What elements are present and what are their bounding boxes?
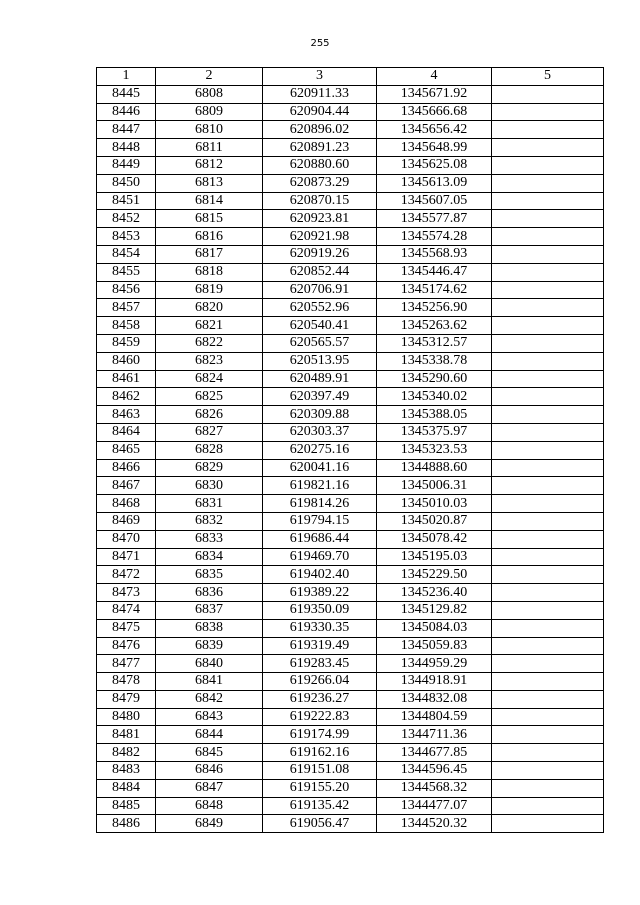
table-cell-col-1: 8452 — [97, 210, 156, 228]
table-cell-col-1: 8469 — [97, 512, 156, 530]
table-row — [97, 566, 604, 584]
column-header-5: 5 — [492, 68, 604, 86]
page-number: 255 — [310, 38, 330, 49]
table-cell-col-1: 8459 — [97, 334, 156, 352]
table-cell-col-1: 8472 — [97, 566, 156, 584]
table-cell-col-2: 6824 — [156, 370, 263, 388]
table-cell-col-2: 6817 — [156, 245, 263, 263]
table-cell-col-2: 6847 — [156, 779, 263, 797]
table-cell-col-5 — [492, 459, 604, 477]
table-cell-col-2: 6822 — [156, 334, 263, 352]
table-cell-col-1: 8471 — [97, 548, 156, 566]
table-cell-col-1: 8450 — [97, 174, 156, 192]
table-cell-col-5 — [492, 406, 604, 424]
table-cell-col-2: 6838 — [156, 619, 263, 637]
table-cell-col-3: 620513.95 — [263, 352, 377, 370]
table-cell-col-3: 620873.29 — [263, 174, 377, 192]
table-cell-col-3: 619135.42 — [263, 797, 377, 815]
table-cell-col-3: 620880.60 — [263, 156, 377, 174]
table-row — [97, 406, 604, 424]
table-cell-col-2: 6814 — [156, 192, 263, 210]
table-cell-col-4: 1345656.42 — [377, 121, 492, 139]
table-cell-col-5 — [492, 566, 604, 584]
table-cell-col-4: 1345020.87 — [377, 512, 492, 530]
table-cell-col-5 — [492, 584, 604, 602]
table-cell-col-2: 6833 — [156, 530, 263, 548]
table-cell-col-4: 1344677.85 — [377, 744, 492, 762]
table-cell-col-2: 6843 — [156, 708, 263, 726]
table-cell-col-5 — [492, 263, 604, 281]
table-cell-col-3: 619155.20 — [263, 779, 377, 797]
table-cell-col-1: 8445 — [97, 85, 156, 103]
table-row — [97, 423, 604, 441]
column-header-2: 2 — [156, 68, 263, 86]
table-cell-col-3: 619283.45 — [263, 655, 377, 673]
table-cell-col-4: 1344888.60 — [377, 459, 492, 477]
table-row — [97, 299, 604, 317]
table-row — [97, 228, 604, 246]
table-cell-col-5 — [492, 655, 604, 673]
table-cell-col-1: 8456 — [97, 281, 156, 299]
table-cell-col-2: 6840 — [156, 655, 263, 673]
table-cell-col-1: 8463 — [97, 406, 156, 424]
table-cell-col-2: 6826 — [156, 406, 263, 424]
table-cell-col-5 — [492, 797, 604, 815]
table-cell-col-5 — [492, 601, 604, 619]
column-header-3: 3 — [263, 68, 377, 86]
table-cell-col-5 — [492, 317, 604, 335]
table-cell-col-2: 6841 — [156, 673, 263, 691]
table-cell-col-5 — [492, 192, 604, 210]
table-cell-col-3: 620870.15 — [263, 192, 377, 210]
table-row — [97, 317, 604, 335]
table-row — [97, 174, 604, 192]
table-cell-col-1: 8484 — [97, 779, 156, 797]
table-cell-col-2: 6846 — [156, 762, 263, 780]
table-cell-col-4: 1344918.91 — [377, 673, 492, 691]
table-row — [97, 85, 604, 103]
table-cell-col-3: 620896.02 — [263, 121, 377, 139]
table-cell-col-1: 8468 — [97, 495, 156, 513]
table-cell-col-5 — [492, 156, 604, 174]
table-row — [97, 263, 604, 281]
table-cell-col-2: 6809 — [156, 103, 263, 121]
table-cell-col-5 — [492, 281, 604, 299]
table-cell-col-1: 8448 — [97, 139, 156, 157]
table-cell-col-5 — [492, 423, 604, 441]
table-cell-col-1: 8477 — [97, 655, 156, 673]
table-cell-col-4: 1345059.83 — [377, 637, 492, 655]
table-row — [97, 690, 604, 708]
table-cell-col-1: 8473 — [97, 584, 156, 602]
table-cell-col-5 — [492, 530, 604, 548]
table-cell-col-3: 619686.44 — [263, 530, 377, 548]
table-cell-col-1: 8475 — [97, 619, 156, 637]
table-cell-col-4: 1345388.05 — [377, 406, 492, 424]
table-cell-col-4: 1345648.99 — [377, 139, 492, 157]
table-cell-col-4: 1344477.07 — [377, 797, 492, 815]
table-cell-col-5 — [492, 103, 604, 121]
table-cell-col-1: 8476 — [97, 637, 156, 655]
table-row — [97, 370, 604, 388]
table-cell-col-5 — [492, 495, 604, 513]
table-cell-col-2: 6828 — [156, 441, 263, 459]
table-row — [97, 388, 604, 406]
table-cell-col-3: 620041.16 — [263, 459, 377, 477]
table-row — [97, 459, 604, 477]
table-cell-col-5 — [492, 512, 604, 530]
table-cell-col-4: 1344711.36 — [377, 726, 492, 744]
table-cell-col-1: 8470 — [97, 530, 156, 548]
table-cell-col-2: 6812 — [156, 156, 263, 174]
table-cell-col-4: 1345338.78 — [377, 352, 492, 370]
table-cell-col-3: 620397.49 — [263, 388, 377, 406]
table-cell-col-4: 1345229.50 — [377, 566, 492, 584]
table-cell-col-1: 8461 — [97, 370, 156, 388]
table-row — [97, 815, 604, 833]
table-cell-col-3: 620540.41 — [263, 317, 377, 335]
table-cell-col-1: 8447 — [97, 121, 156, 139]
table-row — [97, 441, 604, 459]
table-cell-col-4: 1344520.32 — [377, 815, 492, 833]
table-row — [97, 103, 604, 121]
table-cell-col-2: 6834 — [156, 548, 263, 566]
table-cell-col-4: 1344596.45 — [377, 762, 492, 780]
table-cell-col-2: 6829 — [156, 459, 263, 477]
table-cell-col-1: 8451 — [97, 192, 156, 210]
table-cell-col-3: 619330.35 — [263, 619, 377, 637]
table-cell-col-2: 6823 — [156, 352, 263, 370]
table-cell-col-1: 8464 — [97, 423, 156, 441]
table-cell-col-5 — [492, 85, 604, 103]
table-cell-col-5 — [492, 370, 604, 388]
table-cell-col-1: 8460 — [97, 352, 156, 370]
table-cell-col-2: 6830 — [156, 477, 263, 495]
table-cell-col-3: 619794.15 — [263, 512, 377, 530]
table-cell-col-2: 6836 — [156, 584, 263, 602]
table-cell-col-1: 8453 — [97, 228, 156, 246]
table-cell-col-3: 619222.83 — [263, 708, 377, 726]
table-cell-col-3: 620309.88 — [263, 406, 377, 424]
table-cell-col-2: 6831 — [156, 495, 263, 513]
table-cell-col-5 — [492, 388, 604, 406]
table-cell-col-2: 6819 — [156, 281, 263, 299]
table-cell-col-1: 8449 — [97, 156, 156, 174]
table-cell-col-3: 619389.22 — [263, 584, 377, 602]
table-cell-col-1: 8457 — [97, 299, 156, 317]
table-cell-col-4: 1345666.68 — [377, 103, 492, 121]
table-row — [97, 726, 604, 744]
table-row — [97, 334, 604, 352]
table-cell-col-2: 6808 — [156, 85, 263, 103]
table-row — [97, 477, 604, 495]
table-cell-col-4: 1345006.31 — [377, 477, 492, 495]
table-row — [97, 121, 604, 139]
table-cell-col-1: 8466 — [97, 459, 156, 477]
table-cell-col-3: 619151.08 — [263, 762, 377, 780]
table-cell-col-2: 6821 — [156, 317, 263, 335]
table-cell-col-3: 620489.91 — [263, 370, 377, 388]
table-cell-col-5 — [492, 673, 604, 691]
table-cell-col-2: 6815 — [156, 210, 263, 228]
table-cell-col-3: 620275.16 — [263, 441, 377, 459]
table-cell-col-3: 619236.27 — [263, 690, 377, 708]
table-row — [97, 655, 604, 673]
table-cell-col-2: 6848 — [156, 797, 263, 815]
table-cell-col-3: 619056.47 — [263, 815, 377, 833]
table-row — [97, 548, 604, 566]
table-cell-col-2: 6839 — [156, 637, 263, 655]
table-cell-col-3: 619174.99 — [263, 726, 377, 744]
table-cell-col-2: 6835 — [156, 566, 263, 584]
table-cell-col-5 — [492, 174, 604, 192]
table-cell-col-4: 1344568.32 — [377, 779, 492, 797]
table-row — [97, 584, 604, 602]
table-cell-col-4: 1345078.42 — [377, 530, 492, 548]
table-cell-col-5 — [492, 299, 604, 317]
table-cell-col-5 — [492, 352, 604, 370]
table-cell-col-5 — [492, 228, 604, 246]
table-cell-col-1: 8462 — [97, 388, 156, 406]
table-cell-col-2: 6811 — [156, 139, 263, 157]
table-cell-col-1: 8486 — [97, 815, 156, 833]
table-cell-col-2: 6825 — [156, 388, 263, 406]
table-cell-col-4: 1345568.93 — [377, 245, 492, 263]
table-cell-col-5 — [492, 815, 604, 833]
table-cell-col-3: 620911.33 — [263, 85, 377, 103]
table-row — [97, 139, 604, 157]
table-cell-col-3: 619402.40 — [263, 566, 377, 584]
table-cell-col-1: 8458 — [97, 317, 156, 335]
table-cell-col-4: 1345236.40 — [377, 584, 492, 602]
table-cell-col-4: 1345174.62 — [377, 281, 492, 299]
table-row — [97, 673, 604, 691]
table-cell-col-2: 6837 — [156, 601, 263, 619]
table-cell-col-2: 6832 — [156, 512, 263, 530]
table-cell-col-1: 8465 — [97, 441, 156, 459]
table-cell-col-1: 8481 — [97, 726, 156, 744]
table-cell-col-4: 1345323.53 — [377, 441, 492, 459]
table-row — [97, 708, 604, 726]
table-row — [97, 619, 604, 637]
table-cell-col-4: 1345625.08 — [377, 156, 492, 174]
table-cell-col-3: 619266.04 — [263, 673, 377, 691]
table-cell-col-1: 8478 — [97, 673, 156, 691]
table-cell-col-1: 8467 — [97, 477, 156, 495]
table-row — [97, 601, 604, 619]
table-cell-col-5 — [492, 548, 604, 566]
table-cell-col-4: 1345290.60 — [377, 370, 492, 388]
table-cell-col-2: 6844 — [156, 726, 263, 744]
column-header-1: 1 — [97, 68, 156, 86]
table-row — [97, 637, 604, 655]
table-cell-col-4: 1345084.03 — [377, 619, 492, 637]
table-cell-col-4: 1345256.90 — [377, 299, 492, 317]
table-cell-col-4: 1345375.97 — [377, 423, 492, 441]
table-cell-col-1: 8474 — [97, 601, 156, 619]
table-cell-col-2: 6849 — [156, 815, 263, 833]
table-cell-col-5 — [492, 762, 604, 780]
table-cell-col-4: 1345129.82 — [377, 601, 492, 619]
table-header — [97, 68, 604, 86]
table-row — [97, 779, 604, 797]
table-cell-col-2: 6827 — [156, 423, 263, 441]
table-cell-col-2: 6845 — [156, 744, 263, 762]
table-row — [97, 245, 604, 263]
table-cell-col-4: 1345574.28 — [377, 228, 492, 246]
table-cell-col-5 — [492, 708, 604, 726]
table-cell-col-3: 620904.44 — [263, 103, 377, 121]
table-body — [97, 85, 604, 832]
table-cell-col-3: 619319.49 — [263, 637, 377, 655]
table-cell-col-3: 619469.70 — [263, 548, 377, 566]
table-cell-col-4: 1345607.05 — [377, 192, 492, 210]
table-cell-col-4: 1345263.62 — [377, 317, 492, 335]
table-row — [97, 192, 604, 210]
table-cell-col-1: 8454 — [97, 245, 156, 263]
table-cell-col-2: 6813 — [156, 174, 263, 192]
table-cell-col-3: 620852.44 — [263, 263, 377, 281]
table-cell-col-3: 620552.96 — [263, 299, 377, 317]
column-header-4: 4 — [377, 68, 492, 86]
table-cell-col-2: 6820 — [156, 299, 263, 317]
table-cell-col-2: 6842 — [156, 690, 263, 708]
table-cell-col-4: 1345010.03 — [377, 495, 492, 513]
coordinates-table — [96, 67, 604, 833]
table-cell-col-3: 619821.16 — [263, 477, 377, 495]
table-cell-col-1: 8480 — [97, 708, 156, 726]
table-cell-col-1: 8446 — [97, 103, 156, 121]
table-cell-col-5 — [492, 121, 604, 139]
table-cell-col-1: 8482 — [97, 744, 156, 762]
table-cell-col-4: 1345613.09 — [377, 174, 492, 192]
table-row — [97, 744, 604, 762]
header-row — [97, 68, 604, 86]
table-cell-col-2: 6810 — [156, 121, 263, 139]
table-cell-col-5 — [492, 477, 604, 495]
table-cell-col-1: 8479 — [97, 690, 156, 708]
table-row — [97, 797, 604, 815]
table-cell-col-4: 1345446.47 — [377, 263, 492, 281]
table-cell-col-4: 1344804.59 — [377, 708, 492, 726]
table-row — [97, 762, 604, 780]
table-cell-col-5 — [492, 210, 604, 228]
table-cell-col-3: 620303.37 — [263, 423, 377, 441]
table-cell-col-5 — [492, 139, 604, 157]
table-cell-col-4: 1345577.87 — [377, 210, 492, 228]
table-cell-col-3: 619814.26 — [263, 495, 377, 513]
table-cell-col-4: 1345340.02 — [377, 388, 492, 406]
table-row — [97, 495, 604, 513]
table-cell-col-3: 620921.98 — [263, 228, 377, 246]
table-cell-col-5 — [492, 245, 604, 263]
table-cell-col-5 — [492, 441, 604, 459]
table-cell-col-3: 619162.16 — [263, 744, 377, 762]
table-row — [97, 530, 604, 548]
table-cell-col-5 — [492, 779, 604, 797]
table-row — [97, 352, 604, 370]
table-row — [97, 210, 604, 228]
table-cell-col-4: 1345195.03 — [377, 548, 492, 566]
table-cell-col-5 — [492, 744, 604, 762]
table-cell-col-2: 6818 — [156, 263, 263, 281]
table-cell-col-4: 1344959.29 — [377, 655, 492, 673]
table-cell-col-5 — [492, 334, 604, 352]
table-cell-col-5 — [492, 619, 604, 637]
table-cell-col-5 — [492, 690, 604, 708]
table-cell-col-4: 1345671.92 — [377, 85, 492, 103]
table-cell-col-5 — [492, 637, 604, 655]
table-cell-col-2: 6816 — [156, 228, 263, 246]
table-row — [97, 156, 604, 174]
table-cell-col-3: 620565.57 — [263, 334, 377, 352]
table-cell-col-3: 620919.26 — [263, 245, 377, 263]
table-cell-col-4: 1345312.57 — [377, 334, 492, 352]
table-cell-col-3: 620923.81 — [263, 210, 377, 228]
table-cell-col-1: 8485 — [97, 797, 156, 815]
table-cell-col-4: 1344832.08 — [377, 690, 492, 708]
table-row — [97, 281, 604, 299]
table-row — [97, 512, 604, 530]
table-cell-col-1: 8483 — [97, 762, 156, 780]
table-cell-col-5 — [492, 726, 604, 744]
table-cell-col-3: 620706.91 — [263, 281, 377, 299]
table-cell-col-1: 8455 — [97, 263, 156, 281]
table-cell-col-3: 619350.09 — [263, 601, 377, 619]
table-cell-col-3: 620891.23 — [263, 139, 377, 157]
